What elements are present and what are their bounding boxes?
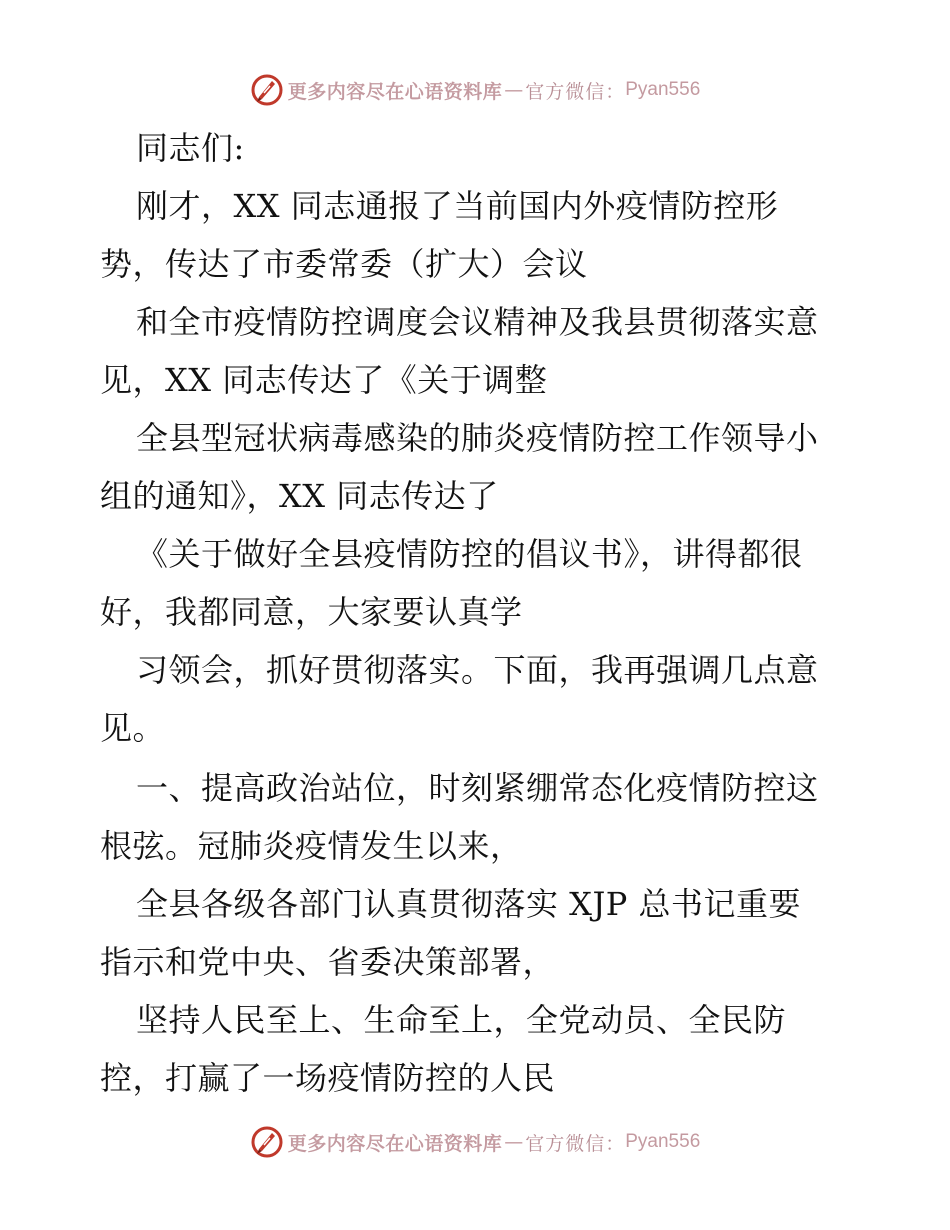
- promo-separator: —: [504, 1131, 524, 1153]
- text-line: 习领会，抓好贯彻落实。下面，我再强调几点意: [136, 651, 819, 689]
- text-line: 和全市疫情防控调度会议精神及我县贯彻落实意: [136, 303, 819, 341]
- text-line: 根弦。冠肺炎疫情发生以来，: [100, 827, 523, 865]
- promo-separator: —: [504, 79, 524, 101]
- section-heading-line: 一、提高政治站位，时刻紧绷常态化疫情防控这: [136, 769, 819, 807]
- wechat-label: 官方微信：: [525, 1132, 626, 1155]
- text-line: 见，XX 同志传达了《关于调整: [100, 361, 548, 399]
- text-line: 好，我都同意，大家要认真学: [100, 593, 523, 631]
- text-line: 见。: [100, 709, 166, 747]
- text-line: 势，传达了市委常委（扩大）会议: [100, 245, 588, 283]
- wechat-label: 官方微信：: [525, 80, 626, 103]
- text-line: 刚才，XX 同志通报了当前国内外疫情防控形: [136, 187, 779, 225]
- text-line: 指示和党中央、省委决策部署，: [100, 943, 556, 981]
- promo-text: 更多内容尽在心语资料库: [287, 80, 503, 103]
- promo-text: 更多内容尽在心语资料库: [287, 1132, 503, 1155]
- wechat-id: Pyan556: [625, 1131, 701, 1152]
- text-line: 组的通知》，XX 同志传达了: [100, 477, 499, 515]
- greeting-line: 同志们:: [136, 129, 245, 167]
- footer-watermark: [0, 1122, 950, 1162]
- text-line: 全县各级各部门认真贯彻落实 XJP 总书记重要: [136, 885, 801, 923]
- text-line: 全县型冠状病毒感染的肺炎疫情防控工作领导小: [136, 419, 819, 457]
- text-line: 控，打赢了一场疫情防控的人民: [100, 1059, 556, 1097]
- text-line: 《关于做好全县疫情防控的倡议书》，讲得都很: [136, 535, 803, 573]
- text-line: 坚持人民至上、生命至上，全党动员、全民防: [136, 1001, 787, 1039]
- wechat-id: Pyan556: [625, 79, 701, 100]
- quill-pen-logo-icon: [250, 1125, 284, 1159]
